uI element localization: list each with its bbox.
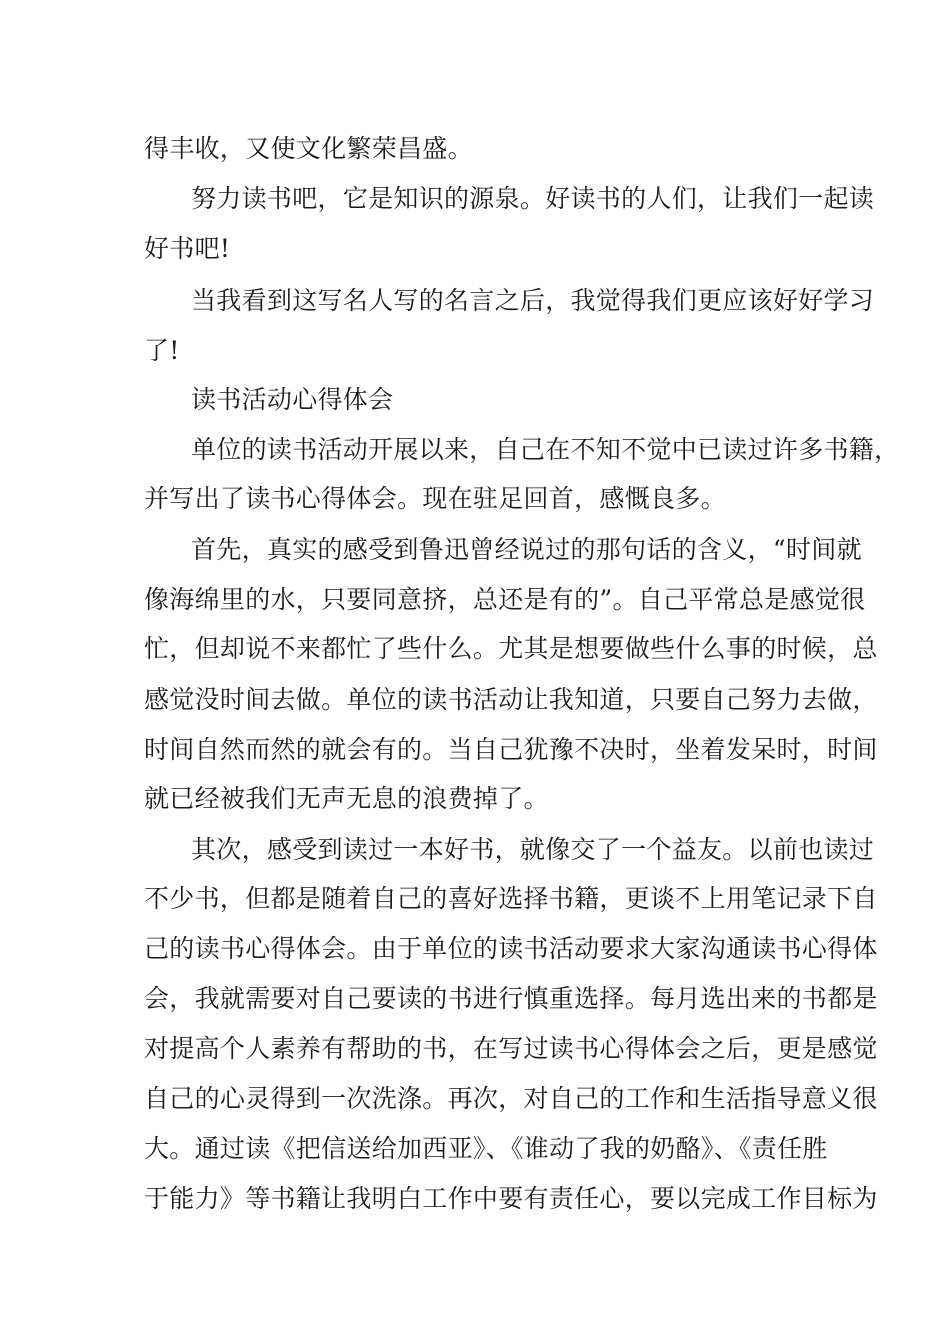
text-line: 单位的读书活动开展以来，自己在不知不觉中已读过许多书籍， bbox=[191, 435, 900, 464]
text-line: 好书吧! bbox=[144, 234, 231, 263]
text-line: 会，我就需要对自己要读的书进行慎重选择。每月选出来的书都是 bbox=[144, 984, 878, 1013]
text-line: 就已经被我们无声无息的浪费掉了。 bbox=[144, 784, 549, 813]
text-line: 其次，感受到读过一本好书，就像交了一个益友。以前也读过 bbox=[191, 835, 875, 864]
text-line: 并写出了读书心得体会。现在驻足回首，感慨良多。 bbox=[144, 484, 726, 513]
text-line: 不少书，但都是随着自己的喜好选择书籍，更谈不上用笔记录下自 bbox=[144, 884, 878, 913]
text-line: 于能力》等书籍让我明白工作中要有责任心，要以完成工作目标为 bbox=[144, 1184, 878, 1213]
text-line: 自己的心灵得到一次洗涤。再次，对自己的工作和生活指导意义很 bbox=[144, 1084, 878, 1113]
text-line: 大。通过读《把信送给加西亚》、《谁动了我的奶酪》、《责任胜 bbox=[144, 1134, 828, 1163]
text-line: 当我看到这写名人写的名言之后，我觉得我们更应该好好学习 bbox=[191, 286, 875, 315]
text-line: 对提高个人素养有帮助的书，在写过读书心得体会之后，更是感觉 bbox=[144, 1034, 878, 1063]
text-line: 时间自然而然的就会有的。当自己犹豫不决时，坐着发呆时，时间 bbox=[144, 735, 878, 764]
text-line: 己的读书心得体会。由于单位的读书活动要求大家沟通读书心得体 bbox=[144, 934, 878, 963]
text-line: 忙，但却说不来都忙了些什么。尤其是想要做些什么事的时候，总 bbox=[144, 634, 878, 663]
text-line: 努力读书吧，它是知识的源泉。好读书的人们，让我们一起读 bbox=[191, 184, 875, 213]
text-line: 了! bbox=[144, 336, 180, 365]
section-heading: 读书活动心得体会 bbox=[191, 385, 394, 414]
text-line: 得丰收，又使文化繁荣昌盛。 bbox=[144, 134, 473, 163]
text-line: 像海绵里的水，只要同意挤，总还是有的”。自己平常总是感觉很 bbox=[144, 585, 866, 614]
text-line: 感觉没时间去做。单位的读书活动让我知道，只要自己努力去做， bbox=[144, 685, 878, 714]
text-line: 首先，真实的感受到鲁迅曾经说过的那句话的含义，“时间就 bbox=[191, 535, 862, 564]
